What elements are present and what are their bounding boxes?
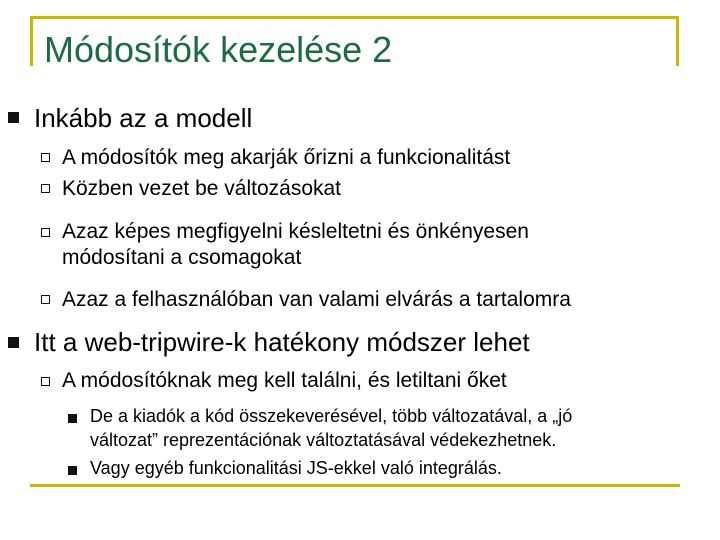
slide-title: Módosítók kezelése 2 [44, 29, 393, 70]
frame-right-rule [676, 16, 679, 66]
sub-bullet-text: Azaz a felhasználóban van valami elvárás a tartalomra [62, 288, 571, 311]
sub-bullet-text: A módosítók meg akarják őrizni a funkcionalitást [62, 146, 511, 169]
sub-bullet-text-continued: módosítani a csomagokat [62, 246, 302, 269]
bullet-text-web-tripwire: Itt a web-tripwire-k hatékony módszer lehet [34, 327, 530, 357]
square-bullet-icon [8, 337, 19, 348]
sub-bullet-text: A módosítóknak meg kell találni, és letiltani őket [62, 369, 507, 392]
hollow-square-bullet-icon [41, 153, 50, 162]
hollow-square-bullet-icon [41, 228, 50, 237]
sub-sub-bullet-text: Vagy egyéb funkcionalitási JS-ekkel való integrálás. [90, 458, 502, 478]
sub-sub-bullet-text-continued: változat” reprezentációnak változtatásával védekezhetnek. [90, 430, 557, 450]
square-bullet-icon [8, 112, 19, 123]
frame-bottom-rule [30, 484, 680, 487]
bullet-text-modell: Inkább az a modell [34, 103, 253, 133]
sub-bullet-text: Azaz képes megfigyelni késleltetni és önkényesen [62, 220, 529, 243]
frame-left-rule [30, 16, 33, 66]
small-square-bullet-icon [68, 466, 77, 475]
hollow-square-bullet-icon [41, 184, 50, 193]
frame-top-rule [30, 16, 678, 19]
hollow-square-bullet-icon [41, 295, 50, 304]
hollow-square-bullet-icon [41, 377, 50, 386]
sub-bullet-text: Közben vezet be változásokat [62, 177, 342, 200]
sub-sub-bullet-text: De a kiadók a kód összekeverésével, több változatával, a „jó [90, 406, 573, 426]
small-square-bullet-icon [68, 414, 77, 423]
